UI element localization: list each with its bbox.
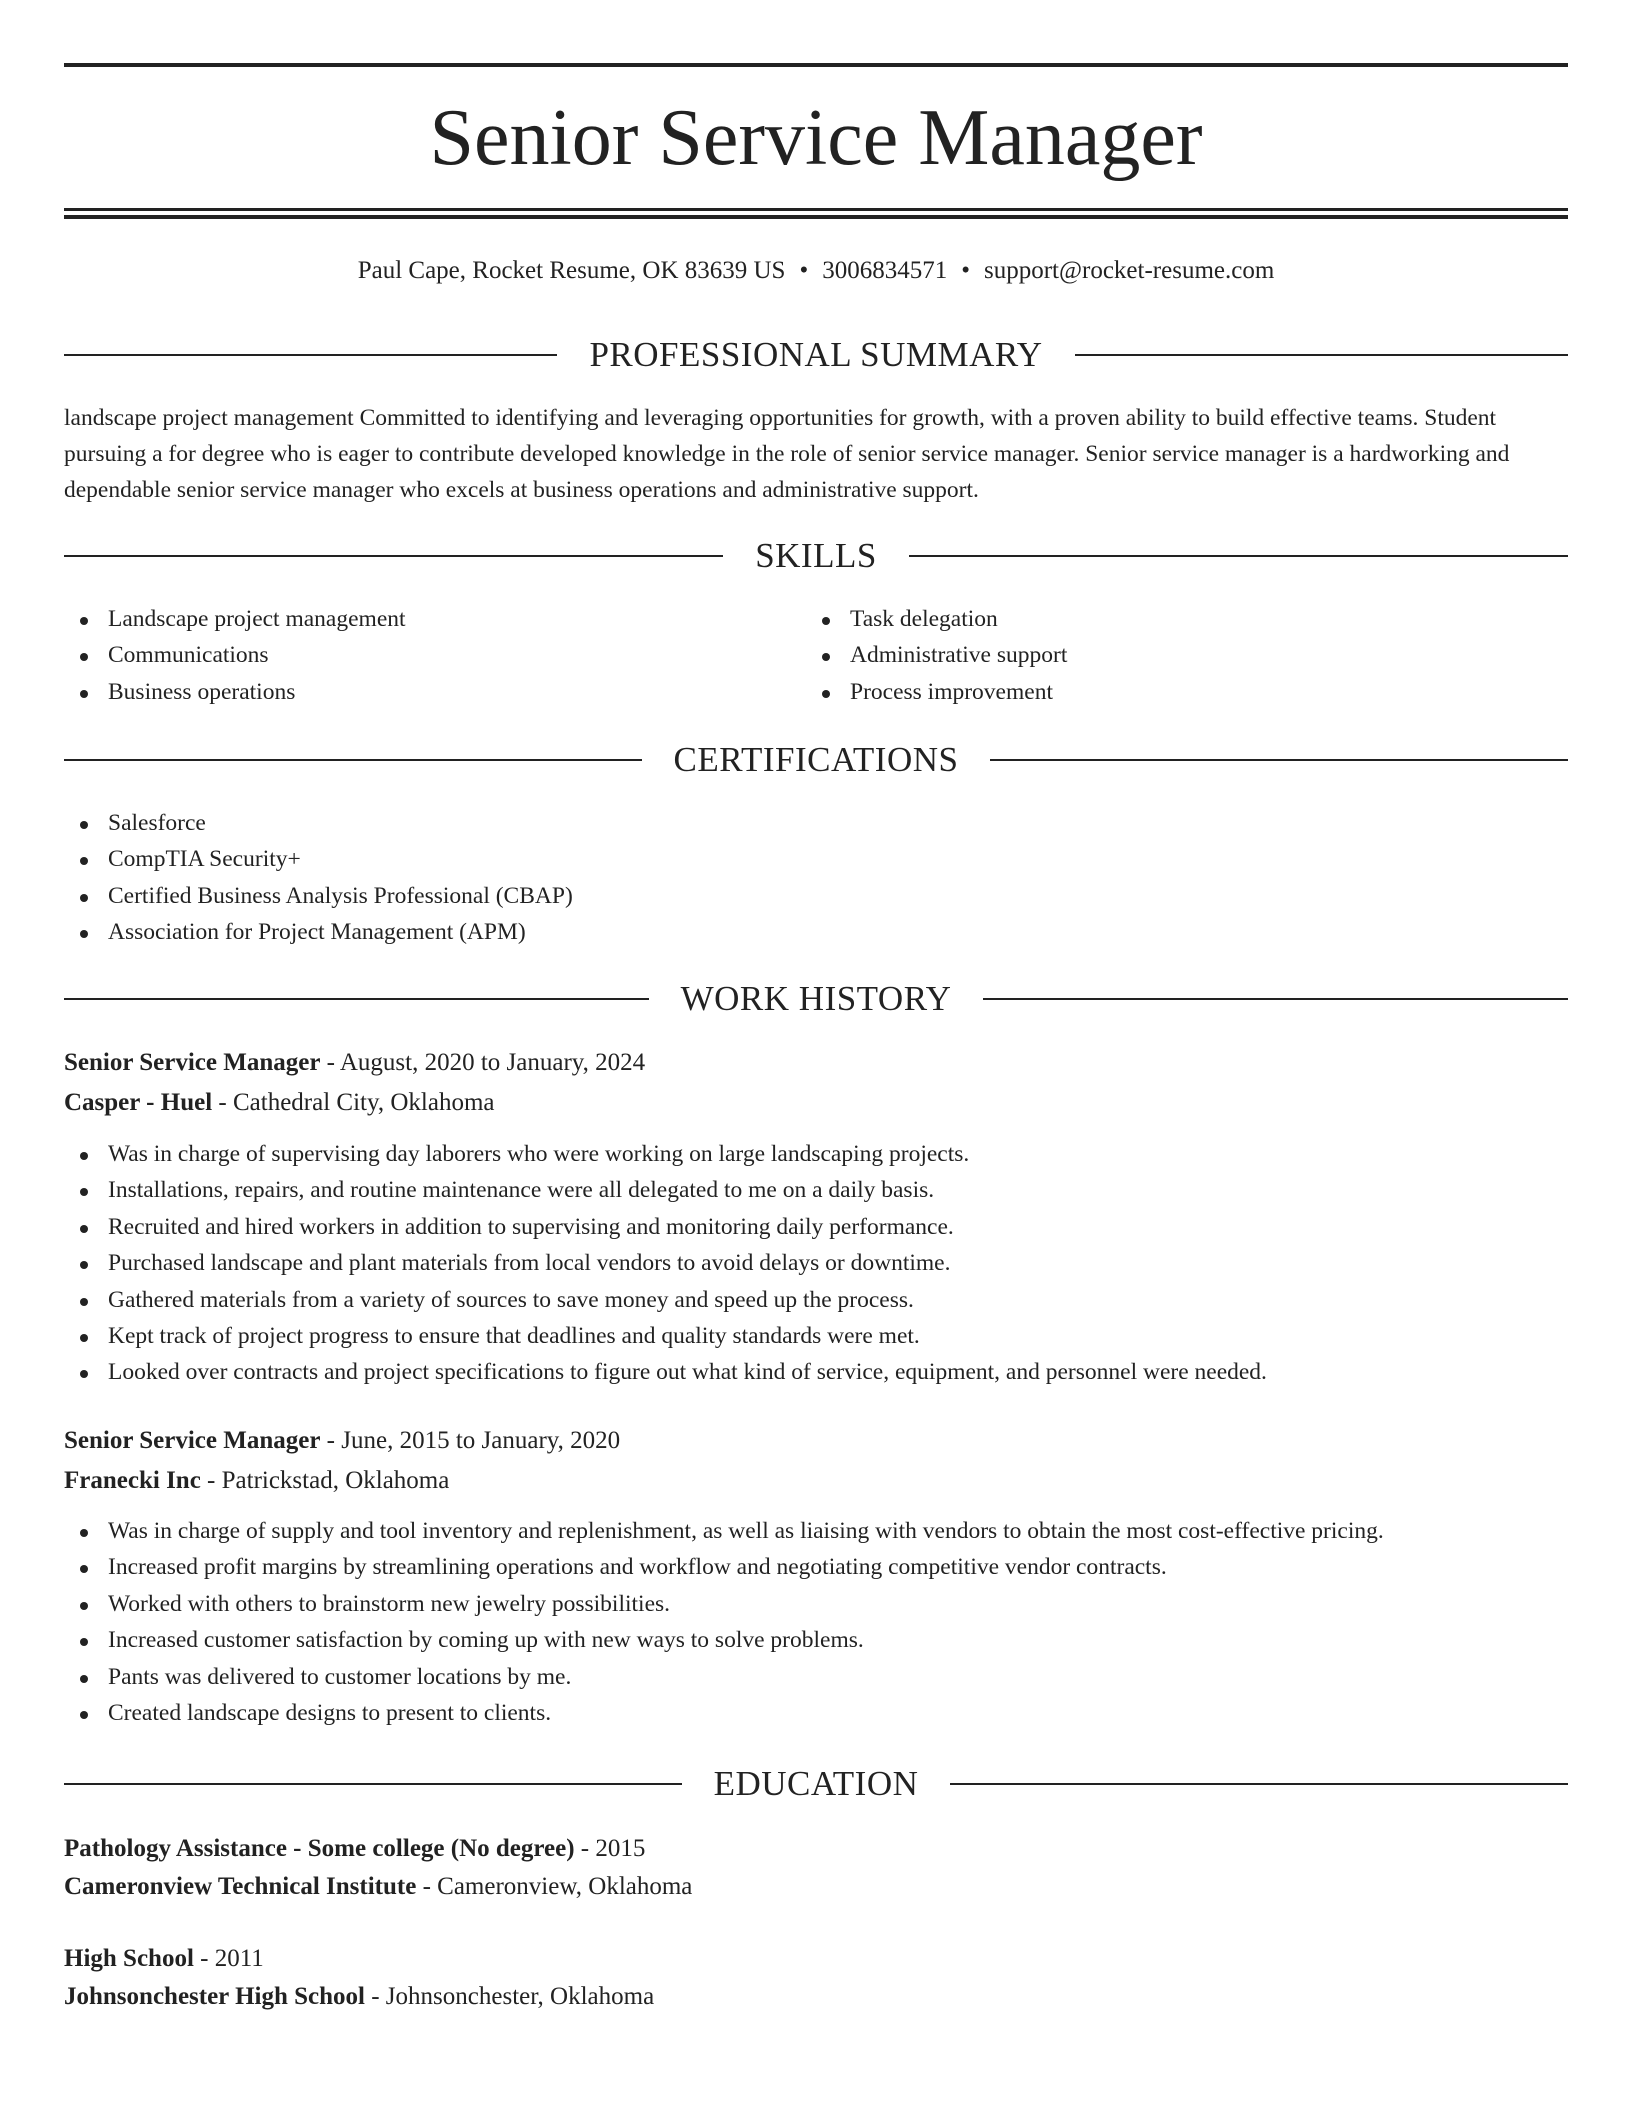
top-rule — [64, 63, 1568, 67]
job-bullet: Pants was delivered to customer locations by me. — [64, 1659, 1384, 1695]
job-bullets — [64, 1136, 1267, 1391]
contact-address: Paul Cape, Rocket Resume, OK 83639 US — [357, 257, 786, 284]
education-school: Cameronview Technical Institute — [64, 1873, 417, 1900]
certification-item: Salesforce — [64, 805, 573, 841]
certification-item: CompTIA Security+ — [64, 841, 573, 877]
education-location: - Cameronview, Oklahoma — [416, 1873, 693, 1900]
section-heading-summary — [64, 333, 1568, 377]
education-degree: Pathology Assistance - Some college (No degree) — [64, 1835, 575, 1862]
job-bullet: Worked with others to brainstorm new jewelry possibilities. — [64, 1586, 1384, 1622]
job-company: Franecki Inc — [64, 1467, 201, 1494]
job-title-line — [64, 1421, 1568, 1461]
job-bullet: Kept track of project progress to ensure that deadlines and quality standards were met. — [64, 1318, 1267, 1354]
education-school-line — [64, 1977, 1568, 2017]
job-location: - Cathedral City, Oklahoma — [212, 1089, 495, 1116]
job-bullet: Was in charge of supervising day laborers who were working on large landscaping projects. — [64, 1136, 1267, 1172]
job-bullet: Installations, repairs, and routine maintenance were all delegated to me on a daily basis. — [64, 1172, 1267, 1208]
skill-item: Process improvement — [806, 674, 1067, 710]
education-school: Johnsonchester High School — [64, 1983, 365, 2010]
job-location: - Patrickstad, Oklahoma — [200, 1467, 450, 1494]
heading-label: EDUCATION — [713, 1764, 919, 1803]
education-degree-line — [64, 1829, 1568, 1869]
job-company: Casper - Huel — [64, 1089, 213, 1116]
contact-line — [64, 254, 1568, 288]
contact-separator: • — [799, 257, 809, 284]
contact-separator: • — [961, 257, 970, 284]
job-bullet: Was in charge of supply and tool inventory and replenishment, as well as liaising with vendors to obtain the most cost-effective pricing. — [64, 1513, 1384, 1549]
heading-label: SKILLS — [755, 536, 877, 575]
heading-label: CERTIFICATIONS — [673, 740, 959, 779]
resume-title: Senior Service Manager — [429, 94, 1203, 182]
heading-rule — [64, 759, 642, 761]
skills-list-left — [64, 601, 406, 710]
skill-item: Administrative support — [806, 637, 1067, 673]
job-bullets — [64, 1513, 1384, 1731]
education-school-line — [64, 1867, 1568, 1907]
certification-item: Association for Project Management (APM) — [64, 914, 573, 950]
education-location: - Johnsonchester, Oklahoma — [364, 1983, 655, 2010]
heading-label: PROFESSIONAL SUMMARY — [589, 335, 1043, 374]
heading-rule — [64, 354, 557, 356]
heading-label: WORK HISTORY — [680, 979, 952, 1018]
heading-rule — [64, 998, 649, 1000]
job-bullet: Increased customer satisfaction by coming up with new ways to solve problems. — [64, 1622, 1384, 1658]
skills-list-right — [806, 601, 1067, 710]
section-heading-work-history — [64, 977, 1568, 1021]
skill-item: Landscape project management — [64, 601, 406, 637]
job-bullet: Gathered materials from a variety of sources to save money and speed up the process. — [64, 1282, 1267, 1318]
title-rule-upper — [64, 208, 1568, 211]
education-degree: High School — [64, 1945, 194, 1972]
contact-phone: 3006834571 — [822, 257, 948, 284]
job-title: Senior Service Manager — [64, 1049, 321, 1076]
heading-rule — [1075, 354, 1568, 356]
job-title: Senior Service Manager — [64, 1427, 321, 1454]
skill-item: Communications — [64, 637, 406, 673]
job-bullet: Purchased landscape and plant materials from local vendors to avoid delays or downtime. — [64, 1245, 1267, 1281]
contact-email: support@rocket-resume.com — [983, 257, 1275, 284]
certifications-list — [64, 805, 573, 951]
heading-rule — [64, 1783, 682, 1785]
education-year: - 2011 — [193, 1945, 264, 1972]
job-bullet: Looked over contracts and project specifications to figure out what kind of service, equipment, and personnel were needed. — [64, 1354, 1267, 1390]
job-dates: - June, 2015 to January, 2020 — [320, 1427, 621, 1454]
section-heading-skills — [64, 534, 1568, 578]
title-rule-lower — [64, 215, 1568, 219]
job-title-line — [64, 1043, 1568, 1083]
heading-rule — [990, 759, 1568, 761]
heading-rule — [909, 555, 1568, 557]
skill-item: Business operations — [64, 674, 406, 710]
education-year: - 2015 — [574, 1835, 646, 1862]
skill-item: Task delegation — [806, 601, 1067, 637]
section-heading-certifications — [64, 738, 1568, 782]
section-heading-education — [64, 1762, 1568, 1806]
job-bullet: Recruited and hired workers in addition to supervising and monitoring daily performance. — [64, 1209, 1267, 1245]
job-dates: - August, 2020 to January, 2024 — [320, 1049, 646, 1076]
job-company-line — [64, 1083, 1568, 1123]
heading-rule — [64, 555, 723, 557]
job-company-line — [64, 1461, 1568, 1501]
heading-rule — [983, 998, 1568, 1000]
summary-text: landscape project management Committed to identifying and leveraging opportunities for growth, with a proven ability to build effective teams. Student pursuing a for degree who is eager to contribute developed knowledge in the role of senior service manager. Senior service manager is a hardworking and dependable senior service manager who excels at business operations and administrative support. — [64, 405, 1510, 503]
education-degree-line — [64, 1939, 1568, 1979]
job-bullet: Created landscape designs to present to clients. — [64, 1695, 1384, 1731]
heading-rule — [950, 1783, 1568, 1785]
certification-item: Certified Business Analysis Professional (CBAP) — [64, 878, 573, 914]
job-bullet: Increased profit margins by streamlining operations and workflow and negotiating competitive vendor contracts. — [64, 1549, 1384, 1585]
